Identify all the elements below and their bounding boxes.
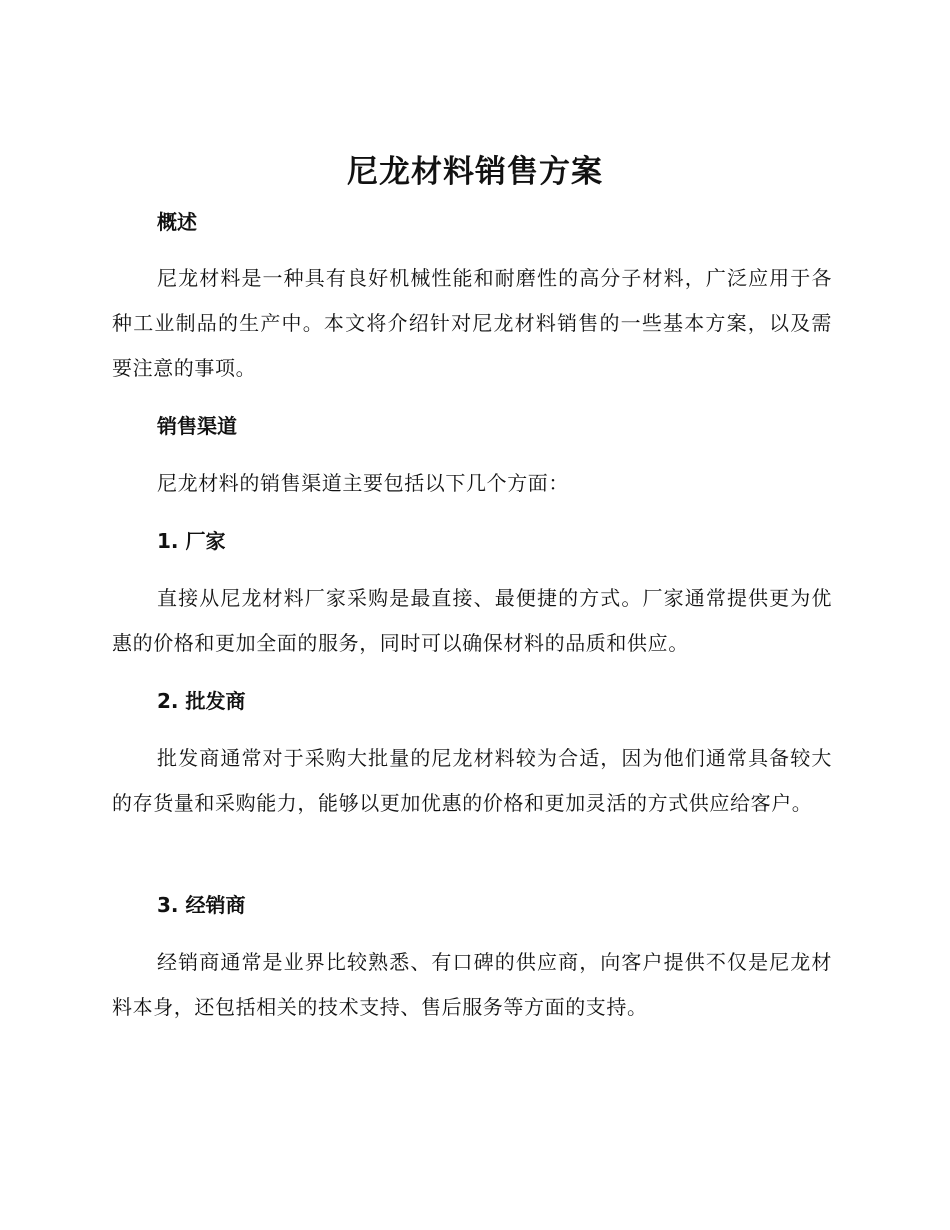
paragraph-overview: 尼龙材料是一种具有良好机械性能和耐磨性的高分子材料，广泛应用于各种工业制品的生产中。本文将介绍针对尼龙材料销售的一些基本方案，以及需要注意的事项。 <box>112 266 832 380</box>
paragraph-wholesaler: 批发商通常对于采购大批量的尼龙材料较为合适，因为他们通常具备较大的存货量和采购能力，能够以更加优惠的价格和更加灵活的方式供应给客户。 <box>112 746 832 815</box>
paragraph-manufacturer: 直接从尼龙材料厂家采购是最直接、最便捷的方式。厂家通常提供更为优惠的价格和更加全面的服务，同时可以确保材料的品质和供应。 <box>112 586 832 655</box>
paragraph-sales-channels: 尼龙材料的销售渠道主要包括以下几个方面： <box>157 471 569 495</box>
section-heading-sales-channels: 销售渠道 <box>157 414 237 438</box>
paragraph-distributor: 经销商通常是业界比较熟悉、有口碑的供应商，向客户提供不仅是尼龙材料本身，还包括相关的技术支持、售后服务等方面的支持。 <box>112 950 832 1019</box>
section-heading-wholesaler: 2. 批发商 <box>157 689 246 713</box>
section-heading-distributor: 3. 经销商 <box>157 893 246 917</box>
section-heading-overview: 概述 <box>157 210 197 234</box>
document-title: 尼龙材料销售方案 <box>347 154 603 190</box>
section-heading-manufacturer: 1. 厂家 <box>157 529 226 553</box>
